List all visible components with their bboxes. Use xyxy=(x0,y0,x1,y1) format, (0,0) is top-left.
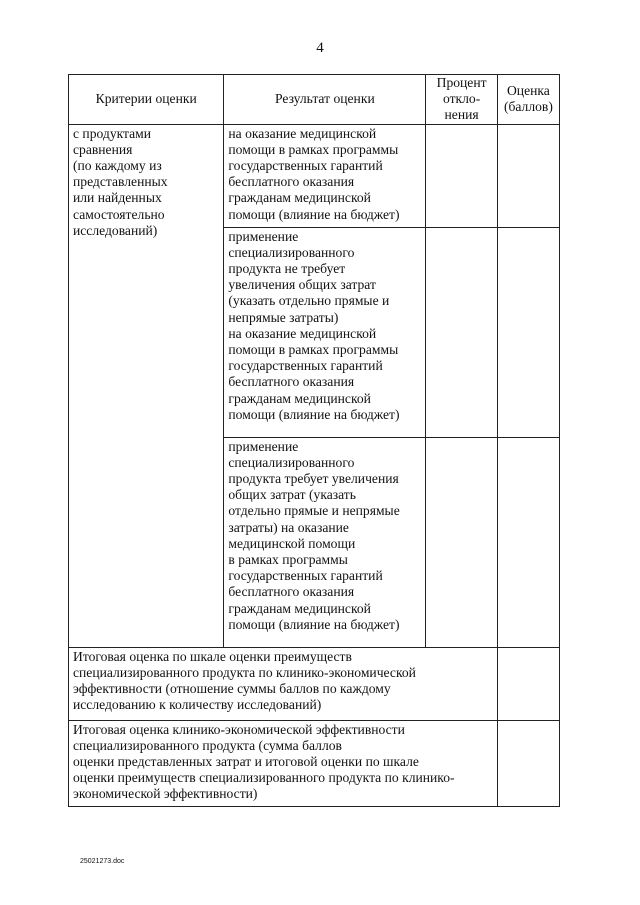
page-number: 4 xyxy=(316,40,324,56)
criteria-cell: с продуктами сравнения (по каждому из представленных или найденных самостоятельно исследований) xyxy=(69,124,224,647)
score-cell xyxy=(497,437,559,647)
header-result: Результат оценки xyxy=(224,75,426,125)
header-percent: Процент откло- нения xyxy=(426,75,497,125)
summary-cell: Итоговая оценка по шкале оценки преимуществ специализированного продукта по клинико-экономической эффективности (отношение суммы баллов по каждому исследованию к количеству исследований) xyxy=(69,647,498,720)
score-cell xyxy=(497,720,559,806)
table-row xyxy=(69,124,560,227)
header-score: Оценка (баллов) xyxy=(497,75,559,125)
percent-cell xyxy=(426,227,497,437)
summary-row xyxy=(69,720,560,806)
table-header-row xyxy=(69,75,560,125)
score-cell xyxy=(497,227,559,437)
percent-cell xyxy=(426,124,497,227)
header-criteria: Критерии оценки xyxy=(69,75,224,125)
criteria-table xyxy=(68,74,560,807)
percent-cell xyxy=(426,437,497,647)
score-cell xyxy=(497,124,559,227)
score-cell xyxy=(497,647,559,720)
result-cell: на оказание медицинской помощи в рамках программы государственных гарантий бесплатного оказания гражданам медицинской помощи (влияние на бюджет) xyxy=(224,124,426,227)
summary-row xyxy=(69,647,560,720)
summary-cell: Итоговая оценка клинико-экономической эффективности специализированного продукта (сумма баллов оценки представленных затрат и итоговой оценки по шкале оценки преимуществ специализированного продукта по клинико- экономической эффективности) xyxy=(69,720,498,806)
result-cell: применение специализированного продукта требует увеличения общих затрат (указать отдельно прямые и непрямые затраты) на оказание медицинской помощи в рамках программы государственных гарантий бесплатного оказания гражданам медицинской помощи (влияние на бюджет) xyxy=(224,437,426,647)
result-cell: применение специализированного продукта не требует увеличения общих затрат (указать отдельно прямые и непрямые затраты) на оказание медицинской помощи в рамках программы государственных гарантий бесплатного оказания гражданам медицинской помощи (влияние на бюджет) xyxy=(224,227,426,437)
document-footer: 25021273.doc xyxy=(80,858,125,865)
